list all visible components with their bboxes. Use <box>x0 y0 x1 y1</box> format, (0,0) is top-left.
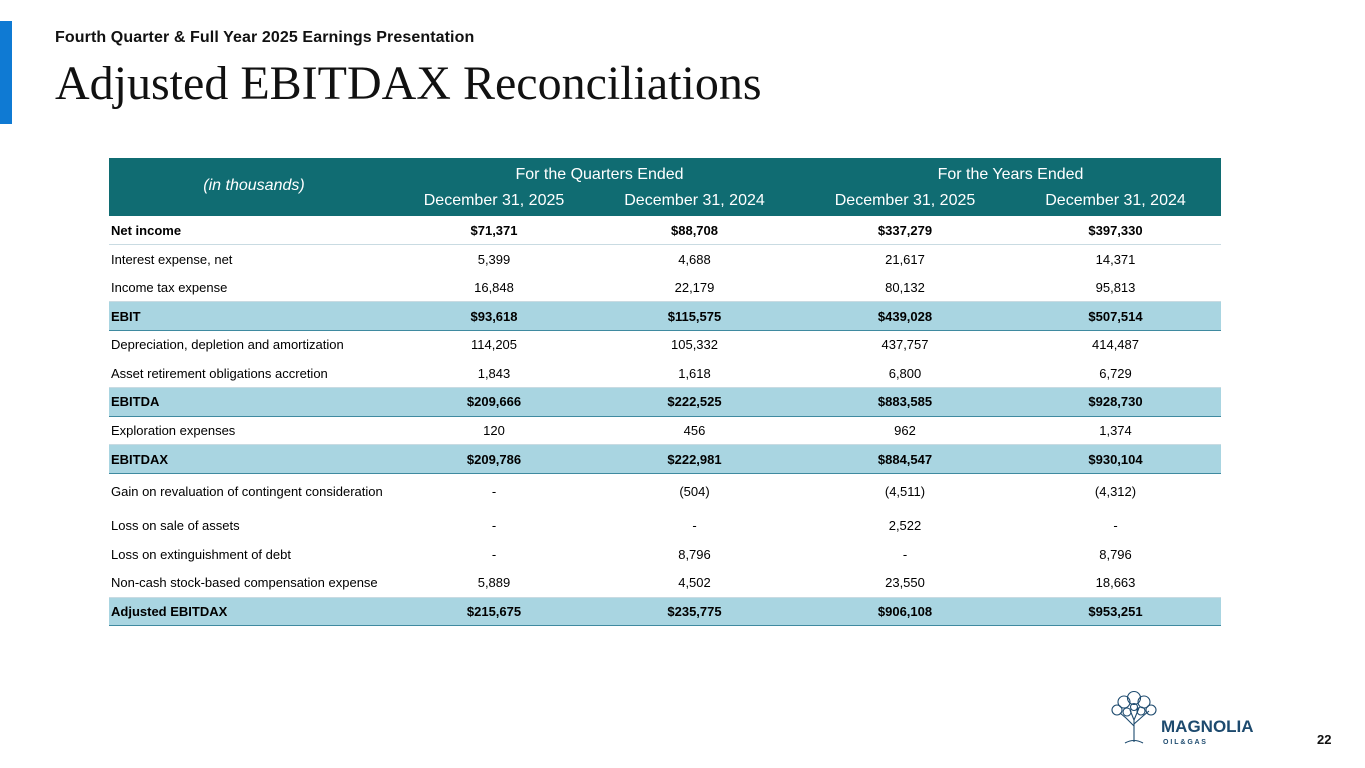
cell-value: (504) <box>679 484 710 500</box>
logo-wordmark: MAGNOLIA <box>1161 717 1254 736</box>
cell-value: - <box>491 546 497 562</box>
table-row <box>109 216 1221 245</box>
cell-value: 21,617 <box>885 251 925 267</box>
cell-value: $209,666 <box>399 388 589 417</box>
row-label: Asset retirement obligations accretion <box>109 359 399 388</box>
row-label: Non-cash stock-based compensation expense <box>109 569 399 598</box>
row-label: EBITDA <box>109 388 399 417</box>
cell-value: $222,981 <box>589 445 800 474</box>
column-header-q-2024: December 31, 2024 <box>589 187 800 216</box>
cell-value: 8,796 <box>678 546 711 562</box>
row-label: Interest expense, net <box>111 251 233 267</box>
cell-value: 5,399 <box>477 251 511 267</box>
subtotal-row-ebitda <box>109 388 1221 417</box>
cell-value: - <box>692 518 697 534</box>
cell-value: $115,575 <box>589 302 800 331</box>
group-header-years: For the Years Ended <box>800 158 1221 187</box>
row-label: Loss on extinguishment of debt <box>111 546 291 562</box>
row-label: Adjusted EBITDAX <box>109 597 399 626</box>
table-row <box>109 416 1221 445</box>
cell-value: $222,525 <box>589 388 800 417</box>
cell-value: $397,330 <box>1010 216 1221 245</box>
cell-value: 105,332 <box>671 337 718 353</box>
cell-value: 1,843 <box>399 359 589 388</box>
cell-value: $439,028 <box>800 302 1010 331</box>
cell-value: $235,775 <box>589 597 800 626</box>
ebitdax-reconciliation-table <box>109 158 1221 626</box>
cell-value: 4,502 <box>589 569 800 598</box>
cell-value: 6,729 <box>1010 359 1221 388</box>
cell-value: 18,663 <box>1010 569 1221 598</box>
column-header-y-2025: December 31, 2025 <box>800 187 1010 216</box>
subtotal-row-ebit <box>109 302 1221 331</box>
cell-value: 4,688 <box>678 251 711 267</box>
row-label: EBITDAX <box>109 445 399 474</box>
cell-value: 95,813 <box>1010 273 1221 302</box>
row-label: Loss on sale of assets <box>111 518 240 534</box>
row-label: Depreciation, depletion and amortization <box>111 337 344 353</box>
cell-value: $507,514 <box>1010 302 1221 331</box>
cell-value: - <box>1113 518 1118 534</box>
cell-value: 8,796 <box>1099 546 1132 562</box>
cell-value: $883,585 <box>800 388 1010 417</box>
tree-icon <box>1112 692 1156 744</box>
page-number: 22 <box>1317 732 1332 747</box>
table-row <box>109 273 1221 302</box>
cell-value: $884,547 <box>800 445 1010 474</box>
group-header-row <box>109 158 1221 187</box>
cell-value: 1,618 <box>589 359 800 388</box>
cell-value: - <box>491 518 497 534</box>
cell-value: 456 <box>589 416 800 445</box>
column-header-y-2024: December 31, 2024 <box>1010 187 1221 216</box>
cell-value: - <box>491 484 497 500</box>
cell-value: (4,511) <box>884 484 926 500</box>
magnolia-logo <box>1107 690 1272 746</box>
table-row <box>109 245 1221 274</box>
total-row-adjusted-ebitdax <box>109 597 1221 626</box>
logo-subtext: O I L & G A S <box>1163 739 1206 746</box>
cell-value: $215,675 <box>399 597 589 626</box>
cell-value: 414,487 <box>1092 337 1139 353</box>
cell-value: 962 <box>800 416 1010 445</box>
cell-value: 114,205 <box>470 337 518 353</box>
table-row <box>109 540 1221 569</box>
cell-value: 120 <box>399 416 589 445</box>
cell-value: 6,800 <box>800 359 1010 388</box>
table-row <box>109 569 1221 598</box>
cell-value: $930,104 <box>1010 445 1221 474</box>
row-label: Net income <box>109 216 399 245</box>
row-label: EBIT <box>109 302 399 331</box>
cell-value: 2,522 <box>888 518 922 534</box>
presentation-subtitle: Fourth Quarter & Full Year 2025 Earnings Presentation <box>55 29 475 46</box>
cell-value: $337,279 <box>800 216 1010 245</box>
cell-value: $953,251 <box>1010 597 1221 626</box>
page-title: Adjusted EBITDAX Reconciliations <box>55 57 762 110</box>
cell-value: 22,179 <box>589 273 800 302</box>
cell-value: 14,371 <box>1095 251 1136 267</box>
row-label: Income tax expense <box>109 273 399 302</box>
table-row <box>109 511 1221 540</box>
accent-bar <box>0 21 12 124</box>
table-row <box>109 359 1221 388</box>
cell-value: (4,312) <box>1094 484 1137 500</box>
cell-value: 5,889 <box>399 569 589 598</box>
cell-value: 80,132 <box>800 273 1010 302</box>
cell-value: $209,786 <box>399 445 589 474</box>
table-row <box>109 473 1221 511</box>
column-header-q-2025: December 31, 2025 <box>399 187 589 216</box>
group-header-quarters: For the Quarters Ended <box>399 158 800 187</box>
subtotal-row-ebitdax <box>109 445 1221 474</box>
cell-value: - <box>902 546 908 562</box>
cell-value: 23,550 <box>800 569 1010 598</box>
cell-value: $906,108 <box>800 597 1010 626</box>
cell-value: $93,618 <box>399 302 589 331</box>
cell-value: $88,708 <box>589 216 800 245</box>
row-label: Exploration expenses <box>109 416 399 445</box>
units-label: (in thousands) <box>109 158 399 216</box>
cell-value: 1,374 <box>1010 416 1221 445</box>
cell-value: $71,371 <box>399 216 589 245</box>
row-label: Gain on revaluation of contingent consideration <box>111 484 383 500</box>
cell-value: 16,848 <box>399 273 589 302</box>
cell-value: 437,757 <box>881 337 929 353</box>
table-row <box>109 330 1221 359</box>
cell-value: $928,730 <box>1010 388 1221 417</box>
